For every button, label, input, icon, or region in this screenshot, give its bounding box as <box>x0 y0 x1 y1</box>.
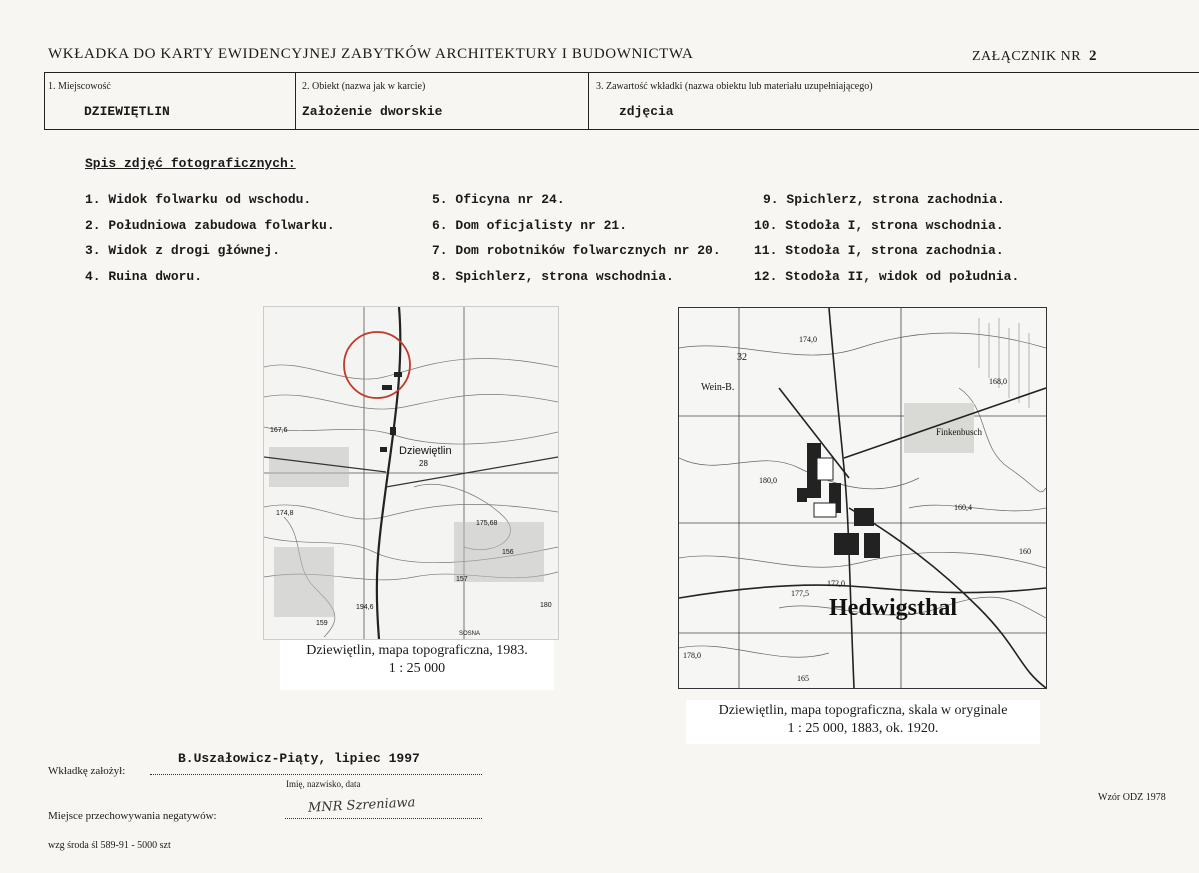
founder-hint: Imię, nazwisko, data <box>286 779 361 789</box>
map-label: 174,8 <box>276 510 294 517</box>
map-1883-caption-line1: Dziewiętlin, mapa topograficzna, skala w oryginale <box>718 703 1008 718</box>
map-1983-caption-line2: 1 : 25 000 <box>388 661 446 676</box>
list-item: 3. Widok z drogi głównej. <box>85 243 281 258</box>
map-label: 32 <box>737 352 747 363</box>
header-divider-1 <box>295 72 296 129</box>
header-bottom-rule <box>44 129 1199 130</box>
list-item: 5. Oficyna nr 24. <box>432 192 565 207</box>
object-value: Założenie dworskie <box>302 104 443 119</box>
map-label: 167,6 <box>270 427 288 434</box>
map-label: 165 <box>797 674 809 683</box>
map-label: Hedwigsthal <box>829 595 958 621</box>
header-divider-2 <box>588 72 589 129</box>
list-item: 9. Spichlerz, strona zachodnia. <box>763 192 1005 207</box>
map-label: Finkenbusch <box>936 427 982 437</box>
map-label: 168,0 <box>989 377 1007 386</box>
negatives-dotted-line <box>285 818 482 819</box>
list-item: 7. Dom robotników folwarcznych nr 20. <box>432 243 721 258</box>
map-label: 177,5 <box>791 589 809 598</box>
founder-value: B.Uszałowicz-Piąty, lipiec 1997 <box>178 751 420 766</box>
map-label: 160 <box>1019 547 1031 556</box>
founder-dotted-line <box>150 774 482 775</box>
attachment-label-text: ZAŁĄCZNIK NR <box>972 49 1082 64</box>
header-top-rule <box>44 72 1199 73</box>
object-label: 2. Obiekt (nazwa jak w karcie) <box>302 81 426 92</box>
map-label: 160,4 <box>954 503 972 512</box>
map-label: 156 <box>502 549 514 556</box>
list-item: 12. Stodoła II, widok od południa. <box>754 269 1020 284</box>
map-label: Dziewiętlin <box>399 445 452 457</box>
founder-label: Wkładkę założył: <box>48 765 126 777</box>
list-item: 4. Ruina dworu. <box>85 269 203 284</box>
map-1983-caption-line1: Dziewiętlin, mapa topograficzna, 1983. <box>306 643 528 658</box>
list-item: 6. Dom oficjalisty nr 21. <box>432 218 628 233</box>
map-label: SOSNA <box>459 631 481 637</box>
header-left-border <box>44 72 45 129</box>
print-info: wzg środa śl 589-91 - 5000 szt <box>48 840 171 851</box>
photo-list-title: Spis zdjęć fotograficznych: <box>85 156 296 171</box>
map-label: 178,0 <box>683 651 701 660</box>
topographic-map-1983 <box>263 306 559 640</box>
topographic-map-1883 <box>678 307 1047 689</box>
map-label: 174,0 <box>799 335 817 344</box>
map-1983-caption <box>280 640 554 690</box>
map-label: 180 <box>540 602 552 609</box>
locality-value: DZIEWIĘTLIN <box>84 104 170 119</box>
map-1983-drawing <box>264 307 558 639</box>
map-label: 175,68 <box>476 520 498 527</box>
map-label: 194,6 <box>356 604 374 611</box>
attachment-label <box>972 48 1097 65</box>
list-item: 1. Widok folwarku od wschodu. <box>85 192 312 207</box>
form-code: Wzór ODZ 1978 <box>1098 792 1166 803</box>
locality-label: 1. Miejscowość <box>48 81 111 92</box>
attachment-number: 2 <box>1089 48 1098 64</box>
list-item: 11. Stodoła I, strona zachodnia. <box>754 243 1004 258</box>
list-item: 10. Stodoła I, strona wschodnia. <box>754 218 1004 233</box>
content-label: 3. Zawartość wkładki (nazwa obiektu lub materiału uzupełniającego) <box>596 81 873 92</box>
map-label: 159 <box>316 620 328 627</box>
map-1883-caption-line2: 1 : 25 000, 1883, ok. 1920. <box>787 721 939 736</box>
map-label: Wein-B. <box>701 382 735 393</box>
map-label: 172,0 <box>827 579 845 588</box>
map-label: 28 <box>419 459 428 468</box>
content-value: zdjęcia <box>619 104 674 119</box>
list-item: 8. Spichlerz, strona wschodnia. <box>432 269 674 284</box>
negatives-label: Miejsce przechowywania negatywów: <box>48 810 217 822</box>
form-title: WKŁADKA DO KARTY EWIDENCYJNEJ ZABYTKÓW ARCHITEKTURY I BUDOWNICTWA <box>48 46 694 62</box>
list-item: 2. Południowa zabudowa folwarku. <box>85 218 335 233</box>
map-label: 157 <box>456 576 468 583</box>
map-1883-caption <box>686 700 1040 744</box>
map-label: 180,0 <box>759 476 777 485</box>
map-1883-drawing <box>679 308 1046 688</box>
negatives-value: MNR Szreniawa <box>307 795 416 816</box>
